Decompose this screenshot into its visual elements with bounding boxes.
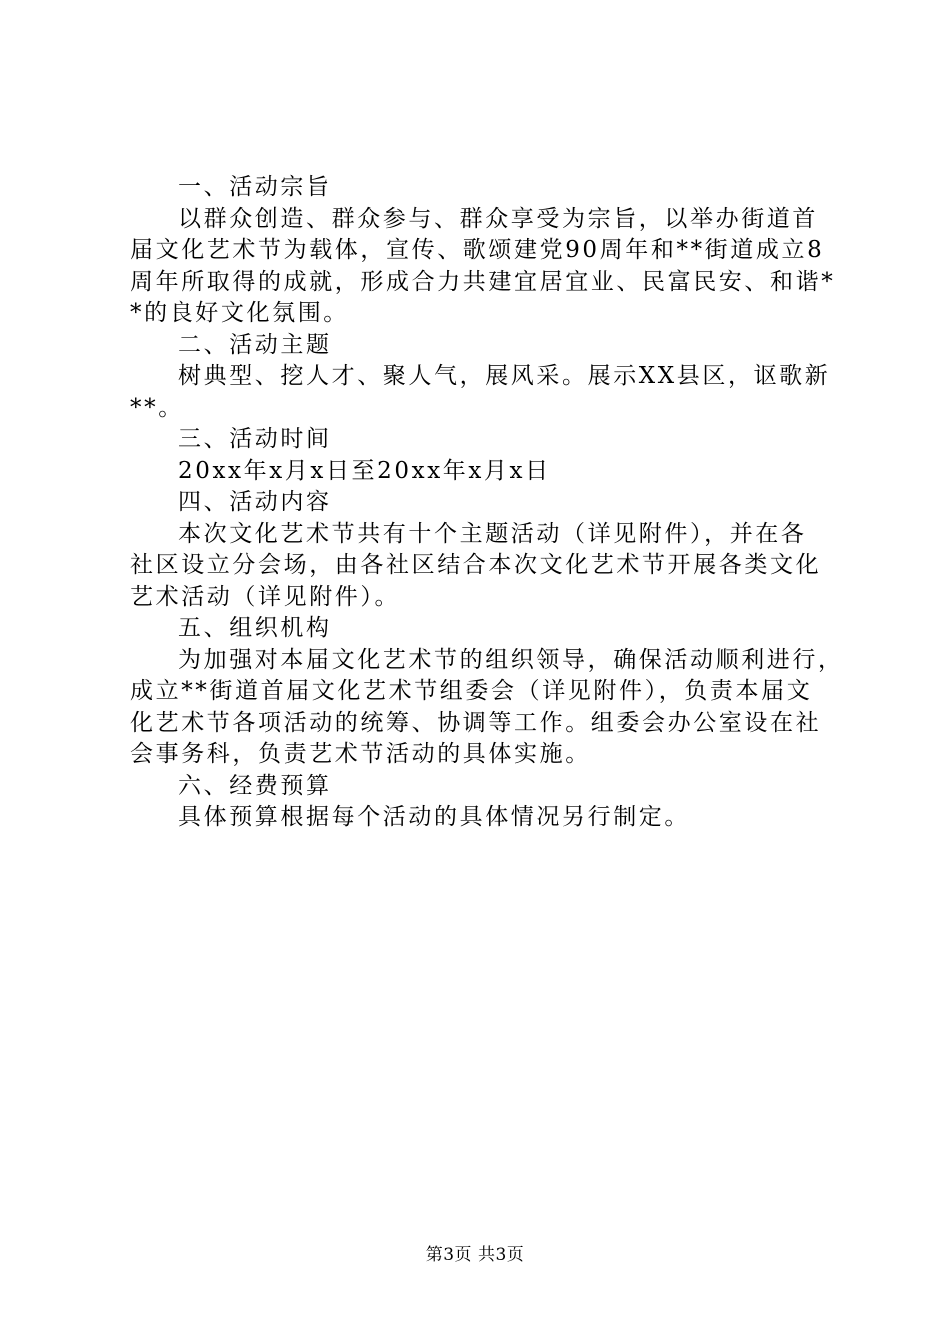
paragraph-line: 具体预算根据每个活动的具体情况另行制定。 — [178, 804, 690, 830]
paragraph-line: **。 — [130, 394, 184, 421]
section-heading: 六、经费预算 — [178, 772, 332, 799]
section-heading: 三、活动时间 — [178, 426, 332, 452]
paragraph-line: 成立**街道首届文化艺术节组委会（详见附件），负责本届文 — [130, 678, 813, 704]
paragraph-line: 以群众创造、群众参与、群众享受为宗旨，以举办街道首 — [178, 205, 818, 232]
paragraph-line: *的良好文化氛围。 — [130, 300, 349, 326]
paragraph-line: 20xx年x月x日至20xx年x月x日 — [178, 457, 551, 484]
document-body — [130, 172, 844, 834]
section-heading: 五、组织机构 — [178, 615, 332, 641]
paragraph-line: 化艺术节各项活动的统筹、协调等工作。组委会办公室设在社 — [130, 709, 822, 736]
paragraph-line: 树典型、挖人才、聚人气，展风采。展示XX县区，讴歌新 — [178, 363, 831, 389]
paragraph-line: 本次文化艺术节共有十个主题活动（详见附件），并在各 — [178, 520, 807, 547]
paragraph-line: 届文化艺术节为载体，宣传、歌颂建党90周年和**街道成立8 — [130, 237, 825, 263]
paragraph-line: 为加强对本届文化艺术节的组织领导，确保活动顺利进行， — [178, 646, 844, 673]
paragraph-line: 社区设立分会场，由各社区结合本次文化艺术节开展各类文化 — [130, 552, 822, 578]
paragraph-line: 艺术活动（详见附件）。 — [130, 583, 401, 610]
section-heading: 二、活动主题 — [178, 331, 332, 358]
paragraph-line: 会事务科，负责艺术节活动的具体实施。 — [130, 741, 591, 767]
section-heading: 一、活动宗旨 — [178, 174, 332, 200]
section-heading: 四、活动内容 — [178, 489, 332, 515]
paragraph-line: 周年所取得的成就，形成合力共建宜居宜业、民富民安、和谐* — [130, 268, 836, 295]
page-number-footer: 第3页 共3页 — [425, 1245, 525, 1265]
